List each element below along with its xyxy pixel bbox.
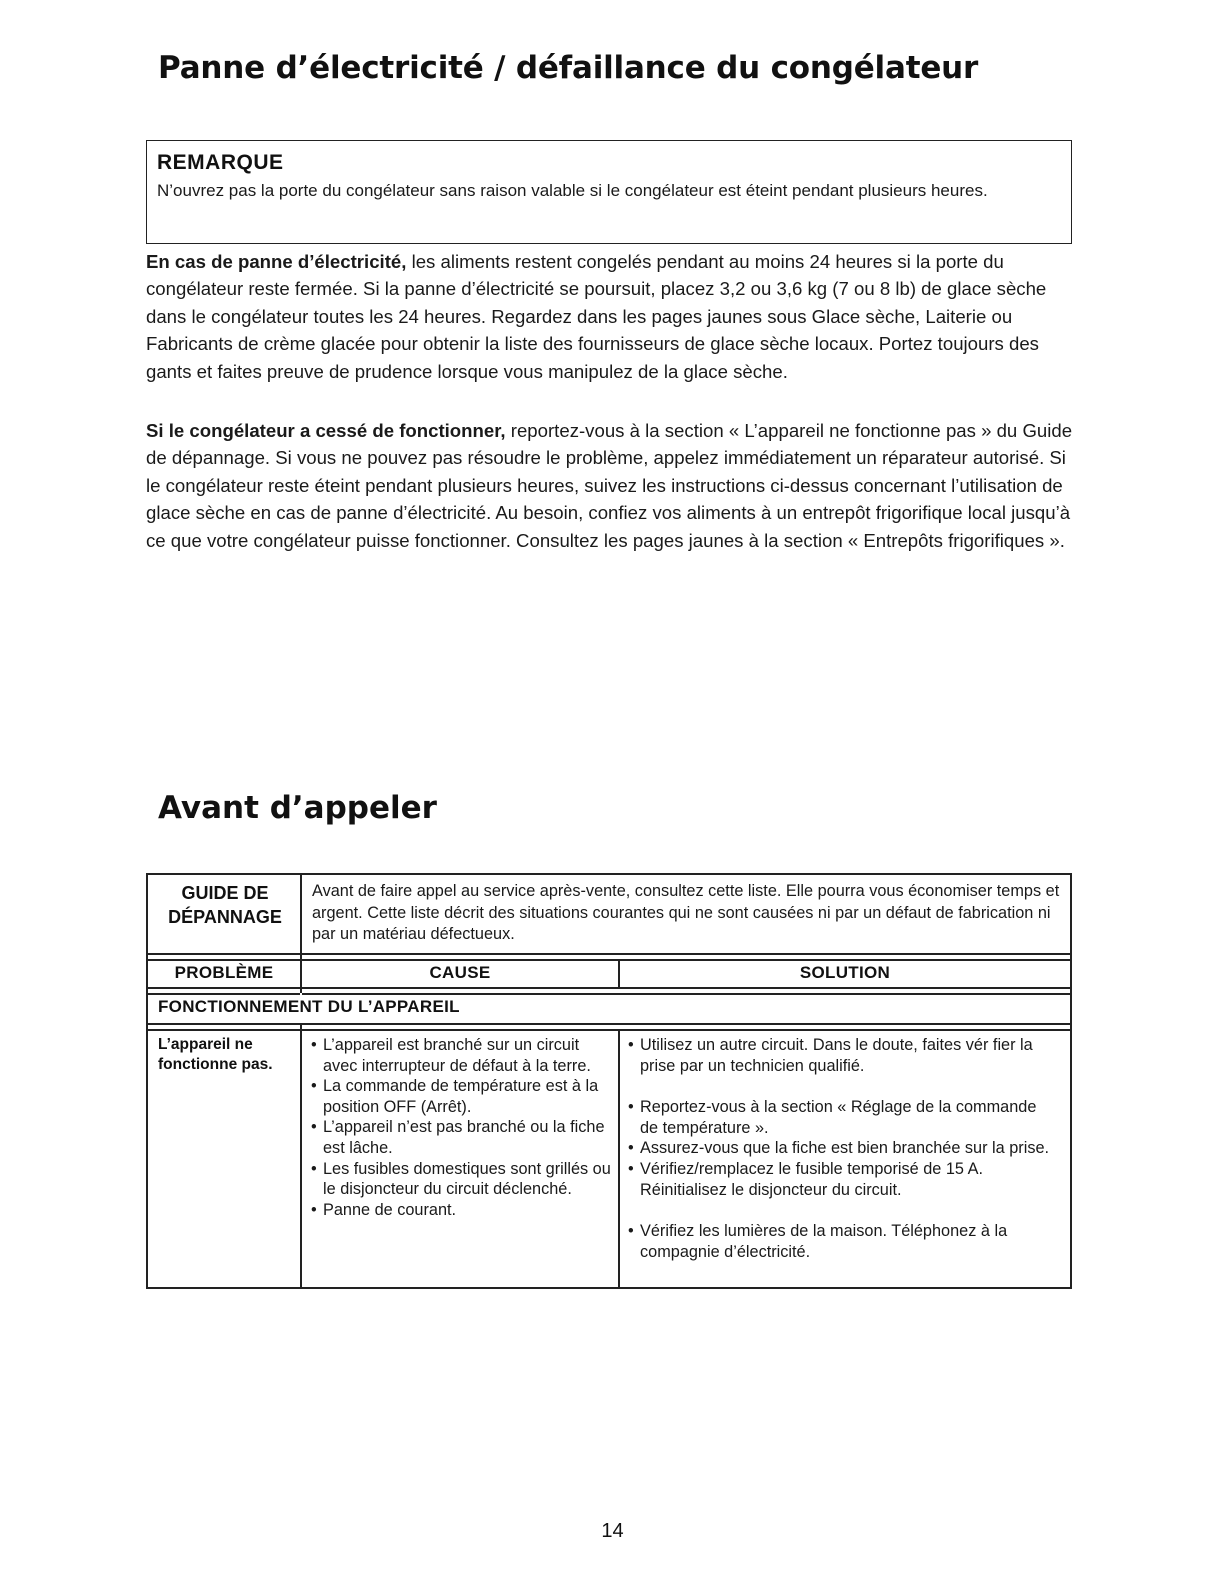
power-failure-lead: En cas de panne d’électricité, xyxy=(146,251,407,272)
page-number: 14 xyxy=(601,1520,624,1542)
guide-label-line1: GUIDE DE xyxy=(181,883,269,903)
power-failure-paragraph xyxy=(146,248,1076,385)
problem-line2: fonctionne pas. xyxy=(158,1055,273,1073)
troubleshooting-table xyxy=(146,873,1072,1289)
column-header-cause: CAUSE xyxy=(429,963,491,982)
solution-item: • Vérifiez/remplacez le fusible temporisé de 15 A. Réinitialisez le disjoncteur du circuit. xyxy=(628,1159,1058,1200)
guide-text: Avant de faire appel au service après-vente, consultez cette liste. Elle pourra vous économiser temps et argent. Cette liste décrit des situations courantes qui ne sont causées ni par un défaut de fabrication ni par un matériau défectueux. xyxy=(312,882,1060,943)
guide-label-line2: DÉPANNAGE xyxy=(168,907,282,927)
note-box xyxy=(146,140,1072,244)
cause-item: • L’appareil est branché sur un circuit avec interrupteur de défaut à la terre. xyxy=(311,1035,611,1076)
section-title-before-calling: Avant d’appeler xyxy=(158,790,437,826)
divider xyxy=(148,1029,1070,1031)
solution-item: • Utilisez un autre circuit. Dans le doute, faites vér fier la prise par un technicien qualifié. xyxy=(628,1035,1058,1076)
problem-cell xyxy=(158,1035,303,1074)
freezer-stopped-lead: Si le congélateur a cessé de fonctionner, xyxy=(146,420,506,441)
cause-item: • L’appareil n’est pas branché ou la fiche est lâche. xyxy=(311,1117,611,1158)
problem-line1: L’appareil ne xyxy=(158,1036,253,1053)
freezer-stopped-text: reportez-vous à la section « L’appareil ne fonctionne pas » du Guide de dépannage. Si vous ne pouvez pas résoudre le problème, appelez immédiatement un réparateur autorisé. Si le congélateur reste éteint pendant plusieurs heures, suivez les instructions ci-dessus concernant l’utilisation de glace sèche en cas de panne d’électricité. Au besoin, confiez vos aliments à un entrepôt frigorifique local jusqu’à ce que votre congélateur puisse fonctionner. Consultez les pages jaunes à la section « Entrepôts frigorifiques ». xyxy=(146,420,1073,551)
divider xyxy=(618,1029,620,1287)
solution-item: • Vérifiez les lumières de la maison. Téléphonez à la compagnie d’électricité. xyxy=(628,1221,1058,1262)
divider xyxy=(148,953,1070,955)
guide-label xyxy=(148,881,302,929)
note-text: N’ouvrez pas la porte du congélateur sans raison valable si le congélateur est éteint pendant plusieurs heures. xyxy=(157,181,988,200)
solution-item: • Assurez-vous que la fiche est bien branchée sur la prise. xyxy=(628,1138,1058,1159)
column-header-problem: PROBLÈME xyxy=(174,963,274,982)
solution-item: • Reportez-vous à la section « Réglage de la commande de température ». xyxy=(628,1097,1058,1138)
divider xyxy=(148,1023,1070,1025)
freezer-stopped-paragraph xyxy=(146,417,1076,554)
cause-list xyxy=(311,1035,611,1220)
page-title: Panne d’électricité / défaillance du congélateur xyxy=(158,50,979,86)
solution-list xyxy=(628,1035,1058,1262)
divider xyxy=(148,987,1070,989)
cause-item: • La commande de température est à la position OFF (Arrêt). xyxy=(311,1076,611,1117)
cause-item: • Panne de courant. xyxy=(311,1200,611,1221)
divider xyxy=(300,875,302,1287)
note-title: REMARQUE xyxy=(157,151,284,174)
group-header: FONCTIONNEMENT DU L’APPAREIL xyxy=(158,997,460,1016)
cause-item: • Les fusibles domestiques sont grillés ou le disjoncteur du circuit déclenché. xyxy=(311,1159,611,1200)
column-header-solution: SOLUTION xyxy=(799,963,891,982)
power-failure-text: les aliments restent congelés pendant au moins 24 heures si la porte du congélateur reste fermée. Si la panne d’électricité se poursuit, placez 3,2 ou 3,6 kg (7 ou 8 lb) de glace sèche dans le congélateur toutes les 24 heures. Regardez dans les pages jaunes sous Glace sèche, Laiterie ou Fabricants de crème glacée pour obtenir la liste des fournisseurs de glace sèche locaux. Portez toujours des gants et faites preuve de prudence lorsque vous manipulez de la glace sèche. xyxy=(146,251,1047,382)
